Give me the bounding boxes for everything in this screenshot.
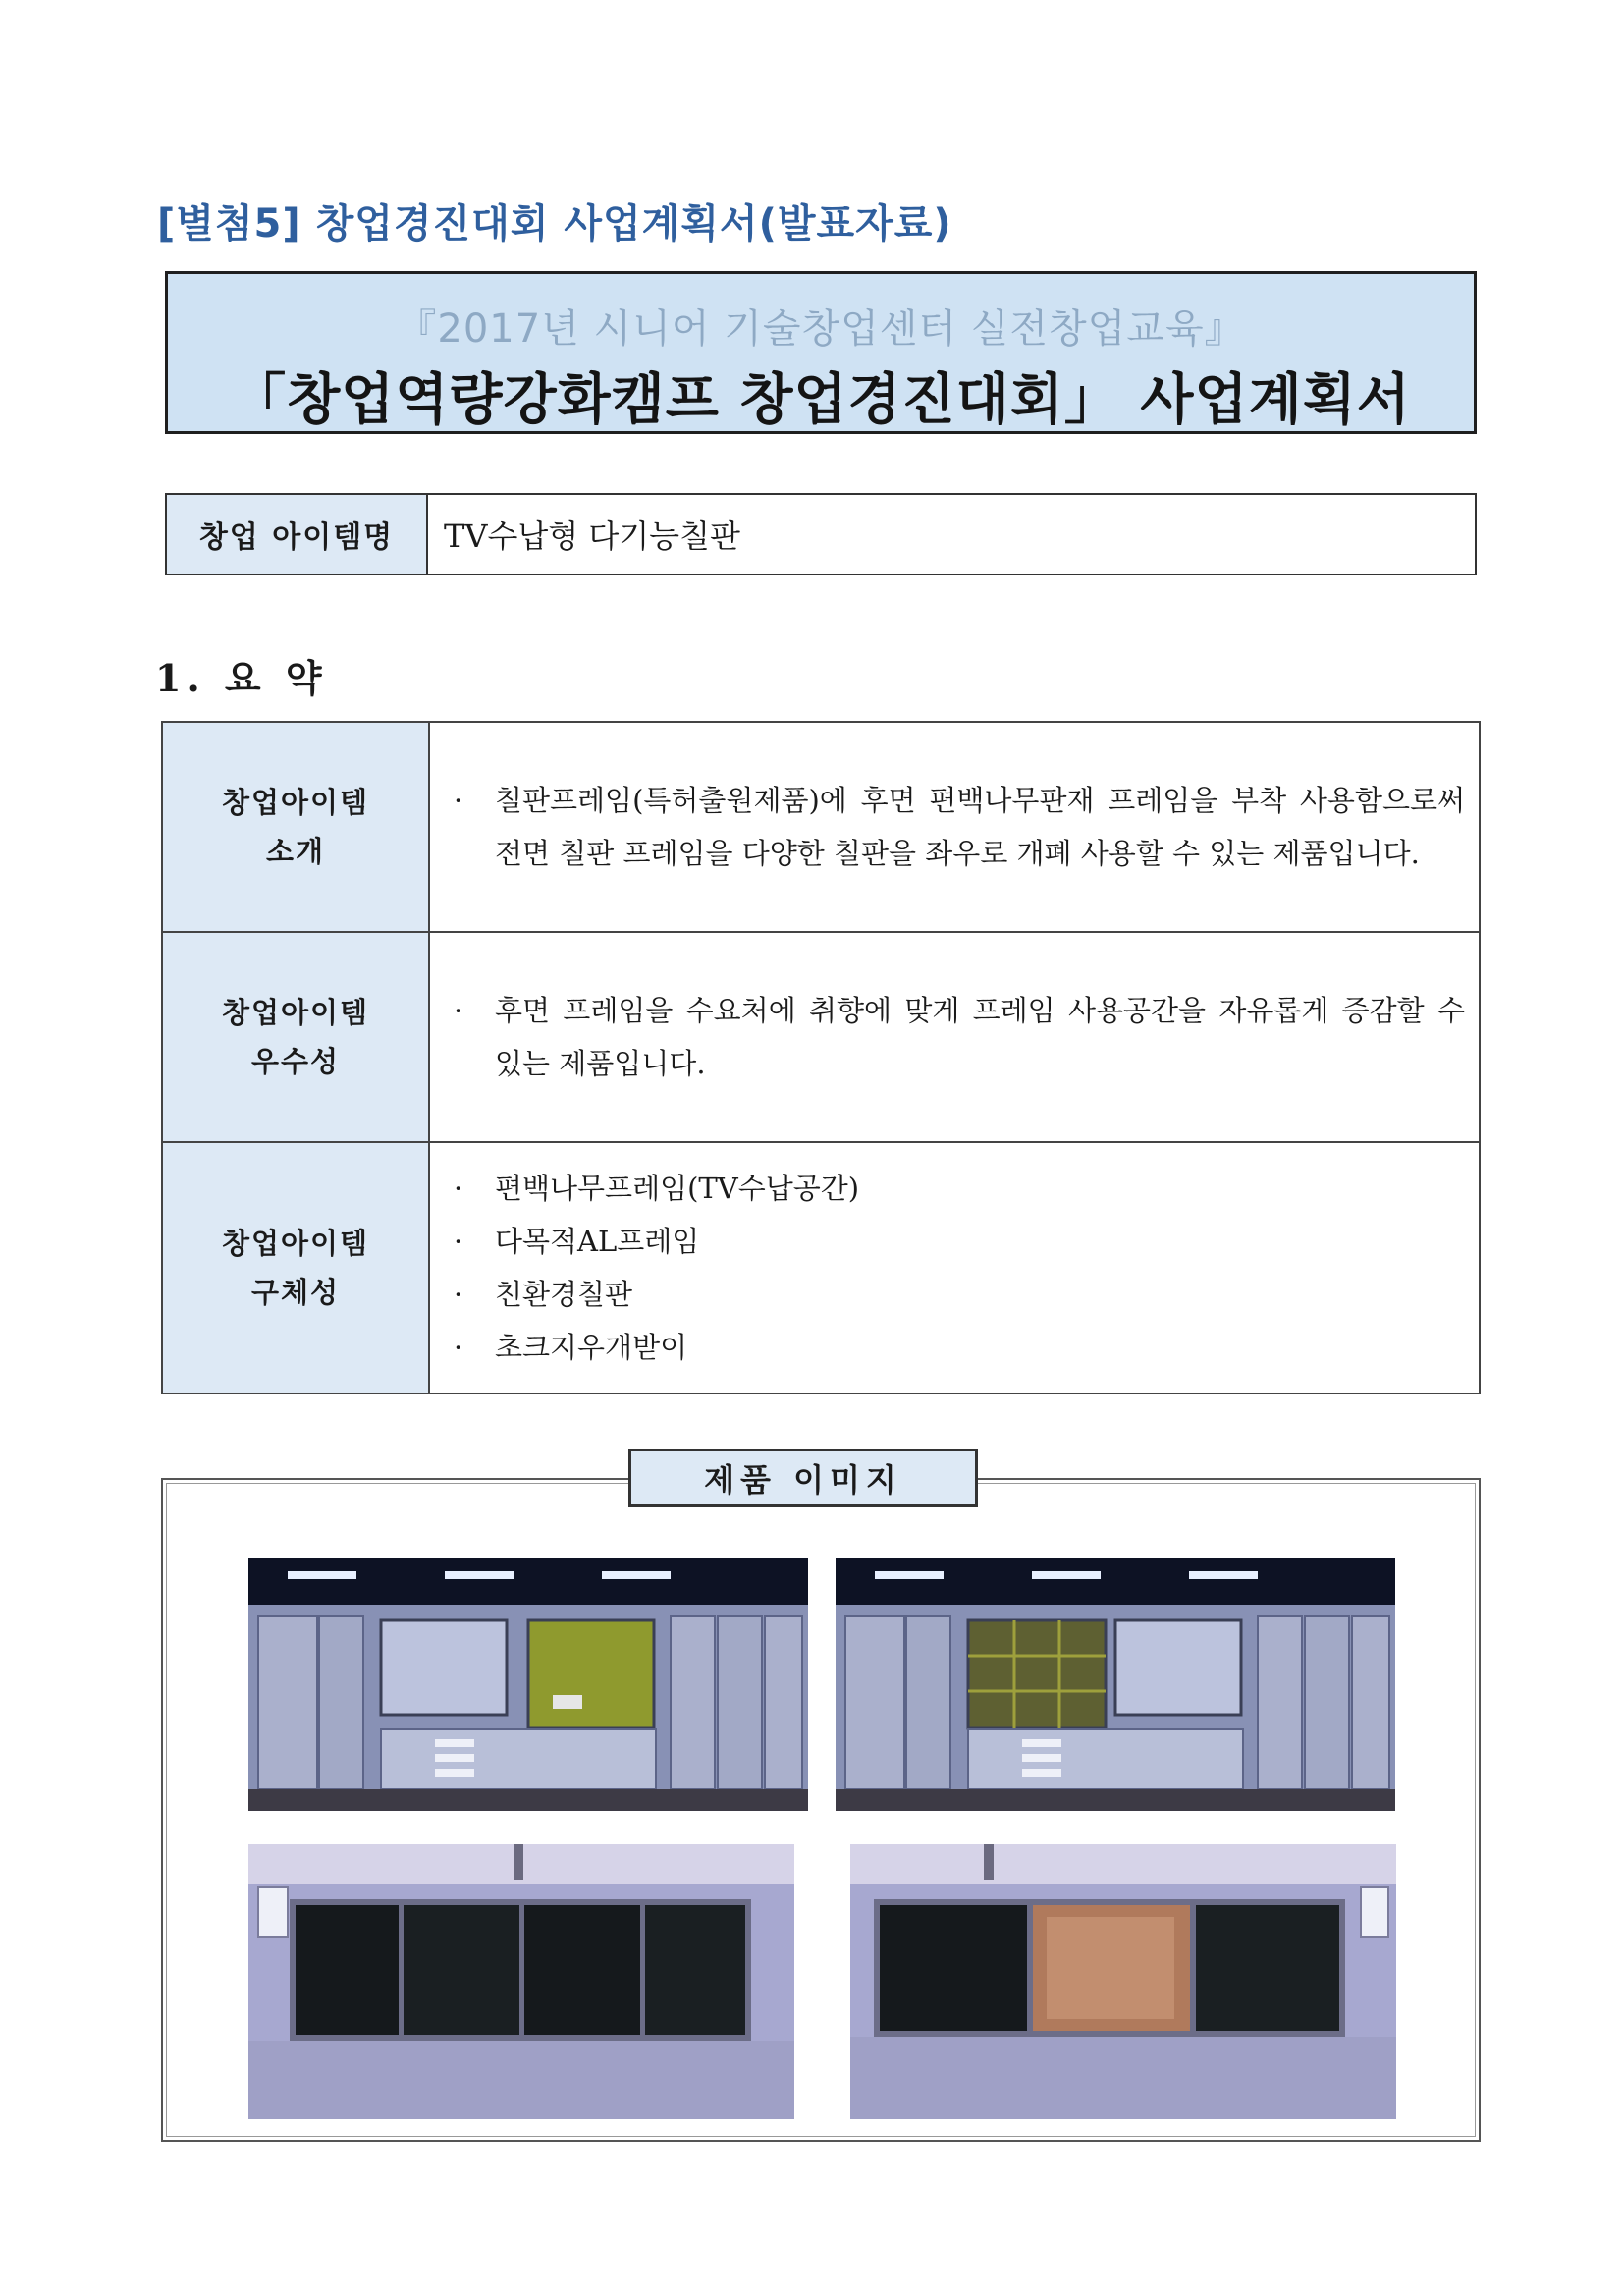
summary-label-excellence — [162, 932, 429, 1142]
summary-content-intro — [429, 722, 1480, 932]
section-heading-summary: 1. 요 약 — [155, 656, 328, 700]
product-photo-open-shelves — [836, 1558, 1395, 1811]
attachment-title: [별첨5] 창업경진대회 사업계획서(발표자료) — [157, 201, 952, 246]
label-line: 구체성 — [250, 1276, 341, 1309]
bullet-dot: · — [454, 1331, 463, 1364]
bullet-text: 다목적AL프레임 — [495, 1225, 700, 1258]
bullet-text: 칠판프레임(특허출원제품)에 후면 편백나무판재 프레임을 부착 사용함으로써 전면 칠판 프레임을 다양한 칠판을 좌우로 개폐 사용할 수 있는 제품입니다. — [495, 784, 1465, 870]
item-name-row — [165, 493, 1477, 575]
summary-label-specifics — [162, 1142, 429, 1394]
summary-content-specifics — [429, 1142, 1480, 1394]
bullet-text: 후면 프레임을 수요처에 취향에 맞게 프레임 사용공간을 자유롭게 증감할 수 있는 제품입니다. — [495, 994, 1465, 1080]
document-title: 「창업역량강화캠프 창업경진대회」 사업계획서 — [231, 368, 1411, 432]
list-item — [454, 1162, 1465, 1215]
bullet-dot: · — [454, 1225, 463, 1258]
label-line: 창업아이템 — [221, 786, 370, 819]
bullet-dot: · — [454, 784, 463, 817]
program-subtitle: 『2017년 시니어 기술창업센터 실전창업교육』 — [397, 306, 1245, 352]
product-photo-black-boards — [248, 1844, 794, 2119]
label-line: 창업아이템 — [221, 1227, 370, 1260]
list-item — [454, 984, 1465, 1090]
label-line: 우수성 — [250, 1045, 341, 1078]
summary-row-excellence — [162, 932, 1480, 1142]
bullet-dot: · — [454, 1278, 463, 1311]
item-name-value: TV수납형 다기능칠판 — [444, 518, 740, 555]
list-item — [454, 1321, 1465, 1374]
summary-content-excellence — [429, 932, 1480, 1142]
item-name-label: 창업 아이템명 — [167, 495, 428, 574]
product-photo-green-board — [248, 1558, 808, 1811]
list-item — [454, 1268, 1465, 1321]
product-photo-wood-center — [850, 1844, 1396, 2119]
list-item — [454, 774, 1465, 880]
bullet-text: 친환경칠판 — [495, 1278, 633, 1311]
summary-table — [161, 721, 1481, 1394]
bullet-dot: · — [454, 994, 463, 1027]
product-images-label: 제품 이미지 — [628, 1449, 978, 1507]
summary-row-intro — [162, 722, 1480, 932]
bullet-dot: · — [454, 1172, 463, 1205]
summary-label-intro — [162, 722, 429, 932]
bullet-text: 편백나무프레임(TV수납공간) — [495, 1172, 860, 1205]
label-line: 창업아이템 — [221, 996, 370, 1029]
summary-row-specifics — [162, 1142, 1480, 1394]
title-box — [165, 271, 1477, 434]
bullet-text: 초크지우개받이 — [495, 1331, 688, 1364]
list-item — [454, 1215, 1465, 1268]
label-line: 소개 — [265, 835, 326, 868]
